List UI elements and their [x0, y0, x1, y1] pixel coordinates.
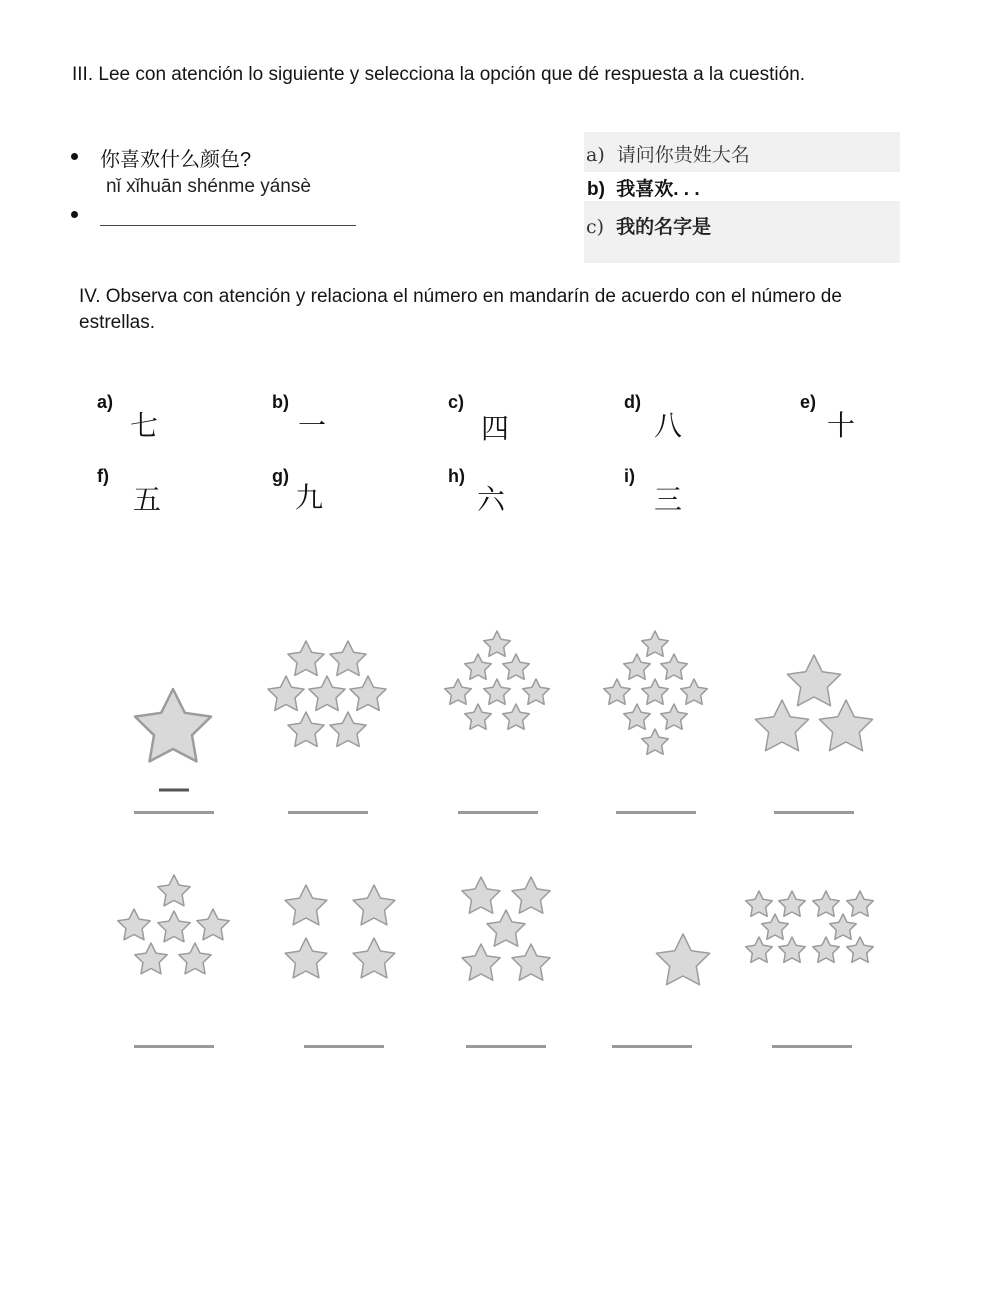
star-icon	[503, 704, 530, 729]
star-icon	[353, 938, 395, 978]
star-icon	[779, 937, 806, 962]
star-icon	[503, 654, 530, 679]
star-icon	[135, 943, 167, 974]
star-icon	[330, 641, 366, 675]
star-icon	[681, 679, 708, 704]
option-b-text: 我喜欢. . .	[616, 179, 700, 200]
star-group-3	[445, 631, 550, 729]
star-icon	[512, 877, 550, 913]
star-group-7	[285, 885, 395, 978]
star-icon	[158, 911, 190, 942]
option-a-text: 请问你贵姓大名	[616, 144, 750, 166]
star-group-5	[755, 655, 872, 751]
star-icon	[656, 934, 709, 985]
star-icon	[813, 891, 840, 916]
numeral-i-letter: i)	[624, 466, 635, 486]
star-icon	[624, 654, 651, 679]
star-icon	[847, 937, 874, 962]
numeral-f-letter: f)	[97, 466, 109, 486]
star-icon	[523, 679, 550, 704]
answer-line-9[interactable]	[612, 1045, 692, 1048]
numeral-e-letter: e)	[800, 392, 817, 412]
star-icon	[819, 700, 872, 751]
star-icon	[462, 944, 500, 980]
star-icon	[604, 679, 631, 704]
star-icon	[642, 679, 669, 704]
section3-instruction: III. Lee con atención lo siguiente y selecciona la opción que dé respuesta a la cuestión.	[72, 64, 806, 85]
numeral-e-char: 十	[827, 409, 856, 442]
section4-instruction-line2: estrellas.	[79, 312, 156, 333]
star-icon	[813, 937, 840, 962]
star-icon	[642, 631, 669, 656]
star-icon	[285, 885, 327, 925]
star-icon	[353, 885, 395, 925]
option-b-letter: b)	[587, 179, 605, 200]
star-icon	[179, 943, 211, 974]
star-icon	[288, 712, 324, 746]
numeral-c-char: 四	[481, 412, 510, 445]
star-icon	[445, 679, 472, 704]
star-group-4	[604, 631, 708, 754]
numeral-f-char: 五	[133, 483, 162, 516]
numeral-c-letter: c)	[448, 392, 465, 412]
star-icon	[484, 679, 511, 704]
star-icon	[462, 877, 500, 913]
answer-line-2[interactable]	[288, 811, 368, 814]
numeral-d-letter: d)	[624, 392, 641, 412]
numeral-g-char: 九	[295, 481, 324, 514]
star-icon	[350, 676, 386, 710]
star-icon	[285, 938, 327, 978]
answer-line-4[interactable]	[616, 811, 696, 814]
star-icon	[847, 891, 874, 916]
option-c-text: 我的名字是	[616, 216, 712, 238]
star-icon	[330, 712, 366, 746]
star-icon	[487, 910, 525, 946]
numeral-a-char: 七	[130, 409, 159, 442]
numeral-h-letter: h)	[448, 466, 465, 486]
star-icon	[624, 704, 651, 729]
star-icon	[118, 909, 150, 940]
star-icon	[746, 937, 773, 962]
answer-line-8[interactable]	[466, 1045, 546, 1048]
star-icon	[755, 700, 808, 751]
star-icon	[642, 729, 669, 754]
section4-instruction-line1: IV. Observa con atención y relaciona el número en mandarín de acuerdo con el número de	[79, 286, 842, 307]
answer-line-1[interactable]	[134, 811, 214, 814]
numeral-h-char: 六	[477, 483, 506, 516]
numeral-a-letter: a)	[97, 392, 114, 412]
answer-line-5[interactable]	[774, 811, 854, 814]
question-pinyin: nǐ xǐhuān shénme yánsè	[106, 176, 311, 197]
star-icon	[309, 676, 345, 710]
answer-line-10[interactable]	[772, 1045, 852, 1048]
star-icon	[465, 654, 492, 679]
star-group-8	[462, 877, 550, 980]
star-group-1	[135, 689, 211, 761]
numeral-b-letter: b)	[272, 392, 289, 412]
star-icon	[465, 704, 492, 729]
option-c-letter: c)	[586, 216, 605, 238]
star-icon	[830, 914, 857, 939]
star-icon	[787, 655, 840, 706]
star-icon	[288, 641, 324, 675]
star-icon	[484, 631, 511, 656]
option-a-letter: a)	[586, 144, 605, 166]
numeral-i-char: 三	[654, 483, 683, 516]
star-icon	[135, 689, 211, 761]
star-icon	[268, 676, 304, 710]
star-icon	[746, 891, 773, 916]
star-icon	[158, 875, 190, 906]
answer-line-3[interactable]	[458, 811, 538, 814]
star-group-10	[746, 891, 874, 962]
numeral-g-letter: g)	[272, 466, 289, 486]
star-icon	[661, 704, 688, 729]
numeral-d-char: 八	[654, 409, 683, 442]
answer-line-7[interactable]	[304, 1045, 384, 1048]
star-group-6	[118, 875, 229, 974]
star-icon	[762, 914, 789, 939]
answer-1[interactable]: —	[159, 772, 189, 805]
star-icon	[661, 654, 688, 679]
question-chinese: 你喜欢什么颜色?	[100, 149, 252, 171]
star-group-9	[656, 934, 709, 985]
star-icon	[779, 891, 806, 916]
star-icon	[512, 944, 550, 980]
star-group-2	[268, 641, 386, 746]
answer-line-6[interactable]	[134, 1045, 214, 1048]
star-icon	[197, 909, 229, 940]
numeral-b-char: 一	[298, 409, 327, 442]
